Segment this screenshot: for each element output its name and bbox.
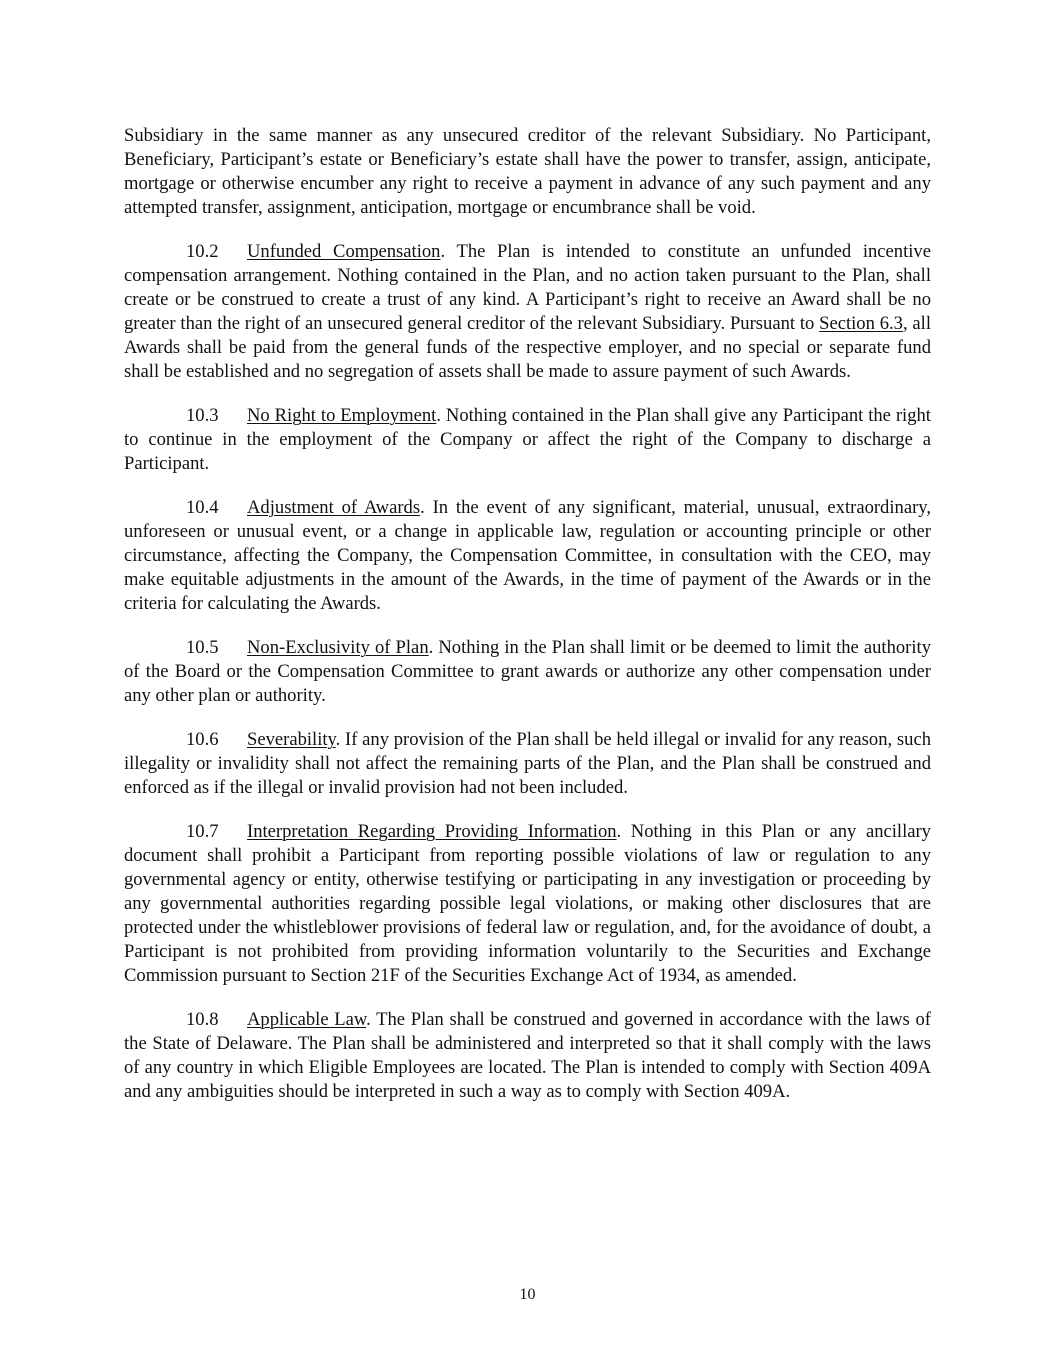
section-text: . The Plan shall be construed and governed in accordance with the laws of the State of Delaware. The Plan shall be administered and interpreted so that it shall comply with the laws of any country in which Eligible Employees are located. The Plan is intended to comply with Section 409A and any ambiguities should be interpreted in such a way as to comply with Section 409A.: [124, 1009, 931, 1102]
page-number: 10: [519, 1286, 536, 1303]
section-text: . Nothing contained in the Plan shall give any Participant the right to continue in the employment of the Company or affect the right of the Company to discharge a Participant.: [124, 405, 931, 474]
section-10-6: [124, 728, 931, 800]
section-text: . If any provision of the Plan shall be held illegal or invalid for any reason, such illegality or invalidity shall not affect the remaining parts of the Plan, and the Plan shall be construed and enforced as if the illegal or invalid provision had not been included.: [124, 729, 931, 798]
section-number: 10.5: [186, 637, 219, 658]
section-heading: Adjustment of Awards: [247, 497, 421, 518]
document-body: [124, 124, 931, 1124]
section-number: 10.6: [186, 729, 219, 750]
section-heading: Applicable Law: [247, 1009, 367, 1030]
section-10-5: [124, 636, 931, 708]
section-10-3: [124, 404, 931, 476]
continuation-paragraph: [124, 124, 931, 220]
section-heading: Interpretation Regarding Providing Information: [247, 821, 617, 842]
section-number: 10.3: [186, 405, 219, 426]
section-text: . Nothing in this Plan or any ancillary document shall prohibit a Participant from reporting possible violations of law or regulation to any governmental agency or entity, otherwise testifying or participating in any investigation or proceeding by any governmental authorities regarding possible legal violations, or making other disclosures that are protected under the whistleblower provisions of federal law or regulation, and, for the avoidance of doubt, a Participant is not prohibited from providing information voluntarily to the Securities and Exchange Commission pursuant to Section 21F of the Securities Exchange Act of 1934, as amended.: [124, 821, 931, 986]
section-10-4: [124, 496, 931, 616]
section-6-3-reference: Section 6.3: [819, 313, 903, 334]
section-heading: Non-Exclusivity of Plan: [247, 637, 429, 658]
section-number: 10.8: [186, 1009, 219, 1030]
continuation-text: Subsidiary in the same manner as any unsecured creditor of the relevant Subsidiary. No Participant, Beneficiary, Participant’s estate or Beneficiary’s estate shall have the power to transfer, assign, anticipate, mortgage or otherwise encumber any right to receive a payment in advance of any such payment and any attempted transfer, assignment, anticipation, mortgage or encumbrance shall be void.: [124, 125, 931, 218]
section-heading: No Right to Employment: [247, 405, 437, 426]
section-heading: Severability: [247, 729, 336, 750]
section-number: 10.4: [186, 497, 219, 518]
section-text: . The Plan is intended to constitute an unfunded incentive compensation arrangement. Nothing contained in the Plan, and no action taken pursuant to the Plan, shall create or be construed to create a trust of any kind. A Participant’s right to receive an Award shall be no greater than the right of an unsecured general creditor of the relevant Subsidiary. Pursuant to: [124, 241, 931, 334]
section-10-7: [124, 820, 931, 988]
section-10-2: [124, 240, 931, 384]
section-number: 10.2: [186, 241, 219, 262]
section-text: . Nothing in the Plan shall limit or be deemed to limit the authority of the Board or the Compensation Committee to grant awards or authorize any other compensation under any other plan or authority.: [124, 637, 931, 706]
section-text-continued: , all Awards shall be paid from the general funds of the respective employer, and no special or separate fund shall be established and no segregation of assets shall be made to assure payment of such Awards.: [124, 313, 931, 382]
section-number: 10.7: [186, 821, 219, 842]
section-text: . In the event of any significant, material, unusual, extraordinary, unforeseen or unusual event, or a change in applicable law, regulation or accounting principle or other circumstance, affecting the Company, the Compensation Committee, in consultation with the CEO, may make equitable adjustments in the amount of the Awards, in the time of payment of the Awards or in the criteria for calculating the Awards.: [124, 497, 931, 614]
section-10-8: [124, 1008, 931, 1104]
section-heading: Unfunded Compensation: [247, 241, 441, 262]
